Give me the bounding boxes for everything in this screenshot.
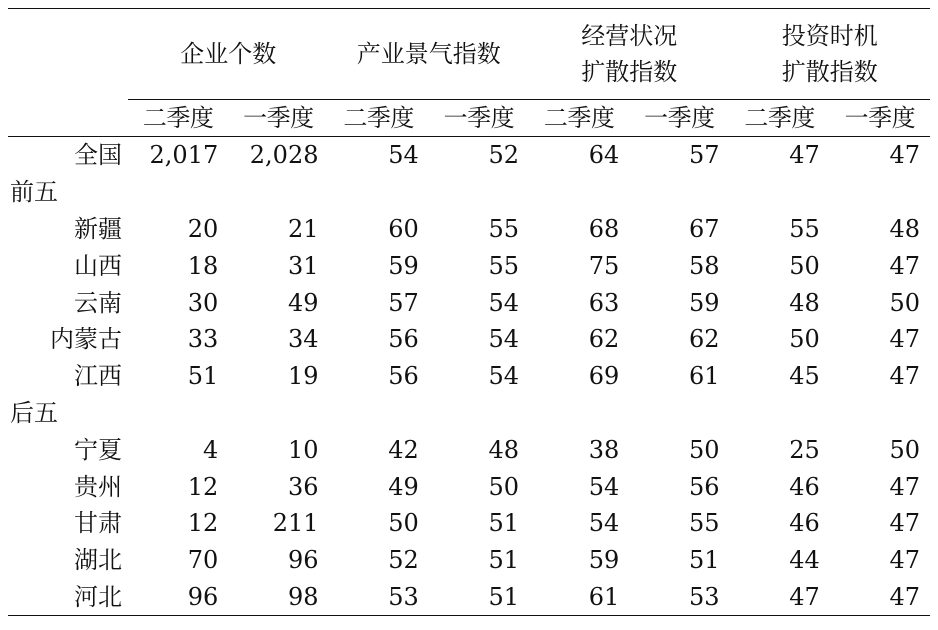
value-cell: 55 [488,251,519,280]
value-cell: 47 [889,472,920,501]
header-group-label: 企业个数 [180,40,277,68]
header-corner [8,9,128,100]
value-cell: 63 [588,288,620,317]
value-cell: 96 [128,579,228,616]
value-cell: 19 [287,362,319,391]
table-body [8,137,930,616]
table-row [8,137,930,174]
table-row [8,542,930,579]
section-row [8,174,930,211]
value-cell: 70 [187,546,219,575]
table-row [8,247,930,284]
value-cell: 18 [187,251,219,280]
table-row [8,358,930,395]
value-cell: 61 [529,579,629,616]
table-row [8,211,930,248]
value-cell: 59 [588,546,620,575]
header-group-industry-index [329,9,530,100]
header-group-label: 投资时机 [781,22,878,50]
value-cell: 50 [488,472,519,501]
header-group-operating-diffusion [529,9,730,100]
region-name: 湖北 [74,546,122,575]
value-cell: 2,017 [149,141,219,170]
value-cell: 50 [388,509,419,538]
header-subheader-row [8,100,930,137]
region-name: 宁夏 [74,435,122,464]
section-label: 前五 [10,178,58,207]
value-cell: 53 [629,579,729,616]
header-corner-sub [8,100,128,137]
value-cell: 98 [228,579,328,616]
value-cell: 47 [889,509,920,538]
value-cell: 36 [287,472,319,501]
value-cell: 45 [789,362,820,391]
value-cell: 62 [688,325,720,354]
value-cell: 48 [889,214,920,243]
value-cell: 68 [588,214,620,243]
value-cell: 12 [187,472,219,501]
value-cell: 47 [830,579,930,616]
value-cell: 50 [889,435,920,464]
value-cell: 51 [187,362,219,391]
value-cell: 47 [889,325,920,354]
subheader-cell: 一季度 [830,100,930,137]
value-cell: 54 [488,362,519,391]
value-cell: 12 [187,509,219,538]
value-cell: 54 [588,509,620,538]
region-name: 新疆 [74,214,122,243]
header-group-label: 扩散指数 [781,58,878,86]
value-cell: 34 [287,325,319,354]
value-cell: 21 [287,214,319,243]
value-cell: 75 [588,251,620,280]
value-cell: 54 [488,325,519,354]
value-cell: 47 [889,546,920,575]
header-group-investment-diffusion [730,9,931,100]
subheader-cell: 一季度 [429,100,529,137]
value-cell: 57 [688,141,720,170]
value-cell: 47 [730,579,830,616]
value-cell: 51 [688,546,720,575]
header-group-row [8,9,930,100]
value-cell: 47 [889,141,920,170]
value-cell: 31 [287,251,319,280]
value-cell: 33 [187,325,219,354]
value-cell: 52 [388,546,419,575]
value-cell: 55 [789,214,820,243]
value-cell: 54 [488,288,519,317]
value-cell: 38 [588,435,620,464]
region-name: 河北 [8,579,128,616]
value-cell: 2,028 [249,141,319,170]
subheader-cell: 二季度 [730,100,830,137]
section-label: 后五 [10,398,58,427]
value-cell: 60 [388,214,419,243]
value-cell: 51 [488,546,519,575]
value-cell: 54 [388,141,419,170]
value-cell: 4 [202,435,219,464]
value-cell: 96 [287,546,319,575]
region-name: 全国 [74,141,122,170]
value-cell: 56 [688,472,720,501]
value-cell: 20 [187,214,219,243]
table-header [8,9,930,137]
table-row [8,468,930,505]
table-row [8,284,930,321]
subheader-cell: 二季度 [329,100,429,137]
value-cell: 46 [789,472,820,501]
region-name: 江西 [74,362,122,391]
value-cell: 51 [429,579,529,616]
value-cell: 64 [588,141,620,170]
value-cell: 42 [388,435,419,464]
value-cell: 62 [588,325,620,354]
value-cell: 50 [889,288,920,317]
value-cell: 48 [488,435,519,464]
value-cell: 52 [488,141,519,170]
value-cell: 57 [388,288,419,317]
value-cell: 69 [588,362,620,391]
value-cell: 58 [688,251,720,280]
value-cell: 51 [488,509,519,538]
region-name: 贵州 [74,472,122,501]
value-cell: 56 [388,325,419,354]
header-group-label: 经营状况 [581,22,678,50]
region-name: 内蒙古 [50,325,122,354]
header-group-label: 产业景气指数 [356,40,501,68]
region-name: 云南 [74,288,122,317]
table-row [8,321,930,358]
value-cell: 55 [688,509,720,538]
value-cell: 211 [272,509,319,538]
value-cell: 47 [889,251,920,280]
value-cell: 25 [789,435,820,464]
value-cell: 47 [789,141,820,170]
value-cell: 10 [287,435,319,464]
subheader-cell: 一季度 [629,100,729,137]
value-cell: 59 [688,288,720,317]
value-cell: 61 [688,362,720,391]
table-row [8,431,930,468]
value-cell: 53 [329,579,429,616]
subheader-cell: 一季度 [228,100,328,137]
table-row [8,579,930,616]
value-cell: 49 [388,472,419,501]
value-cell: 48 [789,288,820,317]
value-cell: 67 [688,214,720,243]
value-cell: 47 [889,362,920,391]
subheader-cell: 二季度 [529,100,629,137]
section-row [8,395,930,432]
value-cell: 55 [488,214,519,243]
value-cell: 49 [287,288,319,317]
value-cell: 54 [588,472,620,501]
value-cell: 59 [388,251,419,280]
region-name: 甘肃 [74,509,122,538]
value-cell: 50 [789,325,820,354]
region-name: 山西 [74,251,122,280]
table-row [8,505,930,542]
value-cell: 50 [789,251,820,280]
value-cell: 50 [688,435,720,464]
value-cell: 46 [789,509,820,538]
header-group-label: 扩散指数 [581,58,678,86]
value-cell: 56 [388,362,419,391]
header-group-enterprise-count [128,9,329,100]
subheader-cell: 二季度 [128,100,228,137]
value-cell: 44 [789,546,820,575]
value-cell: 30 [187,288,219,317]
statistics-table [8,8,930,616]
